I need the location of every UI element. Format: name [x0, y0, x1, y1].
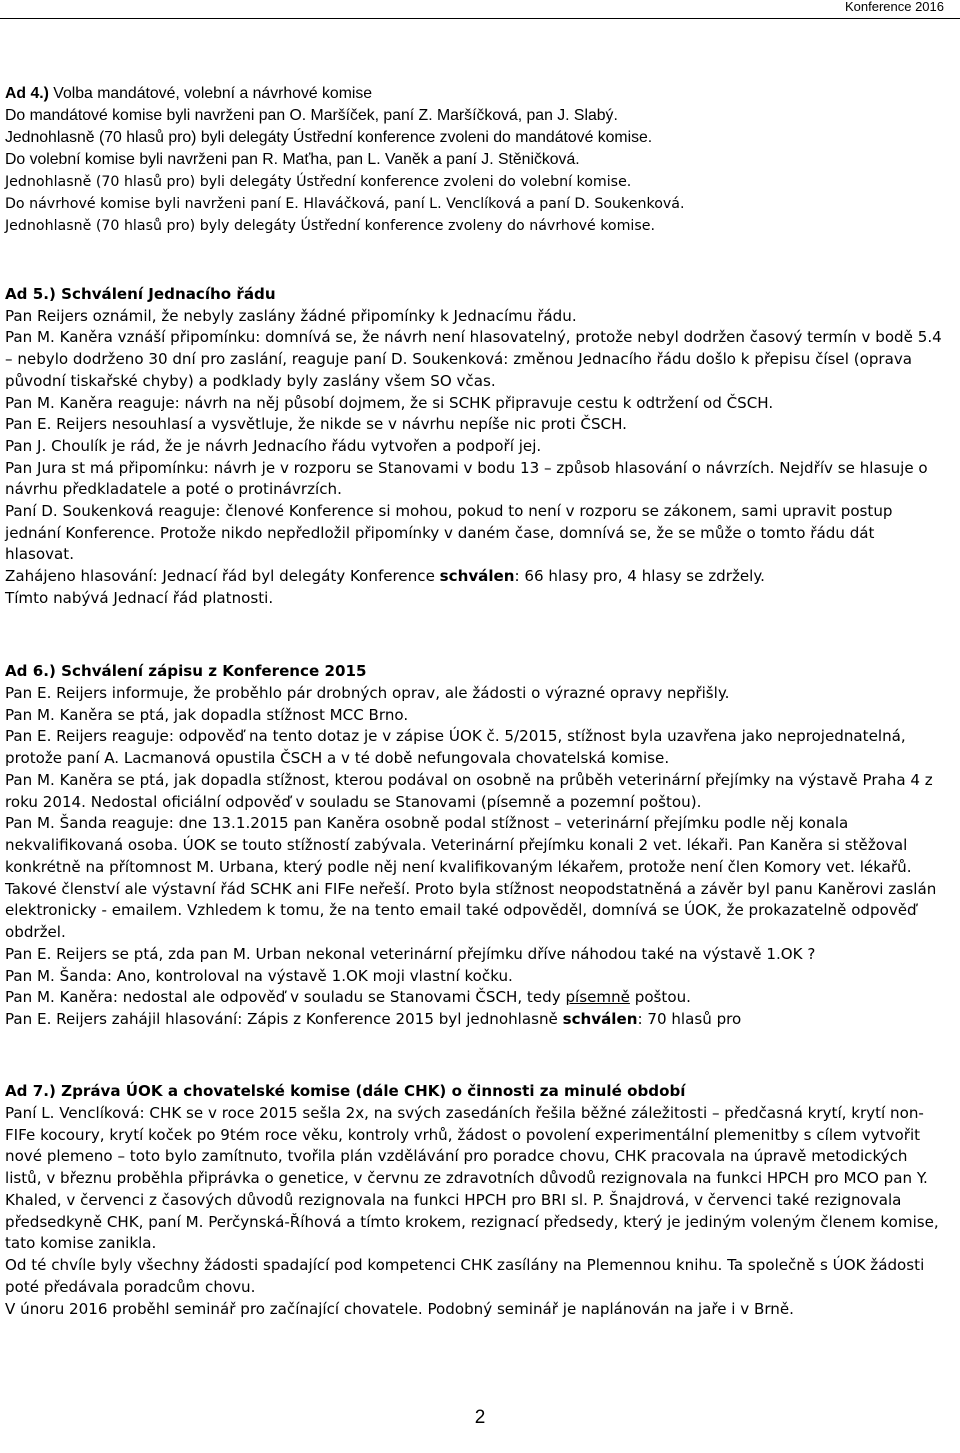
- ad6-vote-bold: schválen: [562, 1010, 638, 1028]
- section-ad6: [5, 661, 948, 1031]
- section-ad4-title: Ad 4.): [5, 85, 49, 102]
- ad6-paragraph-6: Pan E. Reijers se ptá, zda pan M. Urban nekonal veterinární přejímku dříve náhodou také na výstavě 1.OK ?: [5, 944, 816, 963]
- ad6-letter-prefix: Pan M. Kaněra: nedostal ale odpověď v souladu se Stanovami ČSCH, tedy: [5, 988, 566, 1007]
- ad6-vote-prefix: Pan E. Reijers zahájil hlasování: Zápis z Konference 2015 byl jednohlasně: [5, 1010, 563, 1028]
- header-divider: [0, 18, 960, 19]
- ad5-vote-prefix: Zahájeno hlasování: Jednací řád byl delegáty Konference: [5, 567, 440, 586]
- ad4-line-5: Do návrhové komise byli navrženi paní E. Hlaváčková, paní L. Venclíková a paní D. Soukenková.: [5, 196, 685, 212]
- ad7-paragraph-3: V únoru 2016 proběhl seminář pro začínající chovatele. Podobný seminář je naplánován na jaře i v Brně.: [5, 1299, 794, 1318]
- ad6-paragraph-4: Pan M. Kaněra se ptá, jak dopadla stížnost, kterou podával on osobně na průběh veterinární přejímky na výstavě Praha 4 z roku 2014. Nedostal oficiální odpověď v souladu se Stanovami (písemně a pozemní poštou).: [5, 770, 933, 811]
- ad5-vote-result: [5, 566, 948, 588]
- section-ad4-heading: [5, 83, 948, 105]
- ad6-letter-suffix: poštou.: [629, 988, 691, 1007]
- ad5-paragraph-6: Pan Jura st má připomínku: návrh je v rozporu se Stanovami v bodu 13 – způsob hlasování o návrzích. Nejdřív se hlasuje o návrhu předkladatele a poté o protinávrzích.: [5, 458, 928, 499]
- ad5-closing: Tímto nabývá Jednací řád platnosti.: [5, 588, 274, 607]
- running-header: Konference 2016: [844, 0, 944, 14]
- ad6-vote-suffix: : 70 hlasů pro: [637, 1010, 742, 1028]
- section-ad7: [5, 1081, 948, 1320]
- ad7-paragraph-1: Paní L. Venclíková: CHK se v roce 2015 sešla 2x, na svých zasedáních řešila běžné záležitosti – předčasná krytí, krytí non-FIFe kocoury, krytí koček po 9tém roce věku, kontroly vrhů, žádost o povolení experimentální plemenitby s cílem vytvořit nové plemeno – toto bylo zamítnuto, tvořila plán vzdělávání pro poradce chovu, CHK pracovala na úpravě metodických listů, v březnu proběhla připrávka o genetice, v červnu ze zdravotních důvodů rezignovala na funkci HPCH pro MCO pan Y. Khaled, v červenci z časových důvodů rezignovala na funkci HPCH pro BRI sl. P. Šnajdrová, v červenci také rezignovala předsedkyně CHK, paní M. Perčynská-Říhová a tímto krokem, rezignací předsedy, který je jediným voleným členem komise, tato komise zanikla.: [5, 1103, 939, 1253]
- ad5-paragraph-4: Pan E. Reijers nesouhlasí a vysvětluje, že nikde se v návrhu nepíše nic proti ČSCH.: [5, 415, 627, 434]
- ad5-paragraph-3: Pan M. Kaněra reaguje: návrh na něj působí dojmem, že si SCHK připravuje cestu k odtržení od ČSCH.: [5, 393, 774, 412]
- ad5-vote-bold: schválen: [439, 567, 515, 586]
- section-ad7-title: Ad 7.) Zpráva ÚOK a chovatelské komise (dále CHK) o činnosti za minulé období: [5, 1082, 686, 1100]
- section-ad6-title: Ad 6.) Schválení zápisu z Konference 2015: [5, 662, 367, 680]
- section-ad4: [5, 83, 948, 237]
- ad6-paragraph-5: Pan M. Šanda reaguje: dne 13.1.2015 pan Kaněra osobně podal stížnost – veterinární přejímku podle něj konala nekvalifikovaná osoba. ÚOK se touto stížností zabývala. Veterinární přejímku konali 2 vet. lékaři. Pan Kaněra si stěžoval konkrétně na přítomnost M. Urbana, který podle něj není kvalifikovaným lékařem, protože není člen Komory vet. lékařů. Takové členství ale výstavní řád SCHK ani FIFe neřeší. Proto byla stížnost neopodstatněná a závěr byl panu Kaněrovi zaslán elektronicky - emailem. Vzhledem k tomu, že na tento email také odpověděl, domnívá se ÚOK, že prokazatelně odpověď obdržel.: [5, 814, 937, 941]
- ad4-line-1: Do mandátové komise byli navrženi pan O. Maršíček, paní Z. Maršíčková, pan J. Slabý.: [5, 107, 618, 124]
- ad4-line-4: Jednohlasně (70 hlasů pro) byli delegáty Ústřední konference zvoleni do volební komise.: [5, 174, 632, 190]
- ad4-line-2: Jednohlasně (70 hlasů pro) byli delegáty Ústřední konference zvoleni do mandátové komise.: [5, 129, 653, 146]
- ad4-line-3: Do volební komise byli navrženi pan R. Maťha, pan L. Vaněk a paní J. Stěničková.: [5, 151, 580, 168]
- ad7-paragraph-2: Od té chvíle byly všechny žádosti spadající pod kompetenci CHK zasílány na Plemennou knihu. Ta společně s ÚOK žádosti poté předávala poradcům chovu.: [5, 1256, 925, 1296]
- ad6-letter-underlined: písemně: [565, 988, 630, 1007]
- ad6-vote-result: [5, 1009, 948, 1031]
- ad5-paragraph-2: Pan M. Kaněra vznáší připomínku: domnívá se, že návrh není hlasovatelný, protože nebyl dodržen časový termín v bodě 5.4 – nebylo dodrženo 30 dní pro zaslání, reaguje paní D. Soukenková: změnou Jednacího řádu došlo k přepisu čísel (oprava původní tiskařské chyby) a podklady byly zaslány všem SO včas.: [5, 328, 942, 390]
- ad5-paragraph-1: Pan Reijers oznámil, že nebyly zaslány žádné připomínky k Jednacímu řádu.: [5, 306, 577, 325]
- ad6-paragraph-2: Pan M. Kaněra se ptá, jak dopadla stížnost MCC Brno.: [5, 705, 409, 724]
- ad5-paragraph-5: Pan J. Choulík je rád, že je návrh Jednacího řádu vytvořen a podpoří jej.: [5, 436, 542, 455]
- ad6-paragraph-3: Pan E. Reijers reaguje: odpověď na tento dotaz je v zápise ÚOK č. 5/2015, stížnost byla uzavřena jako neprojednatelná, protože paní A. Lacmanová opustila ČSCH a v té době nefungovala chovatelská komise.: [5, 727, 906, 767]
- section-ad5: [5, 284, 948, 610]
- ad6-paragraph-1: Pan E. Reijers informuje, že proběhlo pár drobných oprav, ale žádosti o výrazné opravy nepřišly.: [5, 683, 730, 702]
- page-number: 2: [474, 1407, 486, 1428]
- ad5-vote-suffix: : 66 hlasy pro, 4 hlasy se zdržely.: [514, 567, 765, 586]
- section-ad4-title-rest: Volba mandátové, volební a návrhové komise: [48, 85, 373, 102]
- ad6-paragraph-7: Pan M. Šanda: Ano, kontroloval na výstavě 1.OK moji vlastní kočku.: [5, 966, 513, 985]
- section-ad5-title: Ad 5.) Schválení Jednacího řádu: [5, 285, 276, 303]
- ad6-letter-remark: [5, 987, 948, 1009]
- ad4-line-6: Jednohlasně (70 hlasů pro) byly delegáty Ústřední konference zvoleny do návrhové komise.: [5, 218, 655, 234]
- ad5-paragraph-7: Paní D. Soukenková reaguje: členové Konference si mohou, pokud to není v rozporu se zákonem, sami upravit postup jednání Konference. Protože nikdo nepředložil připomínky v daném čase, domnívá se, že se může o tomto řádu dát hlasovat.: [5, 502, 893, 564]
